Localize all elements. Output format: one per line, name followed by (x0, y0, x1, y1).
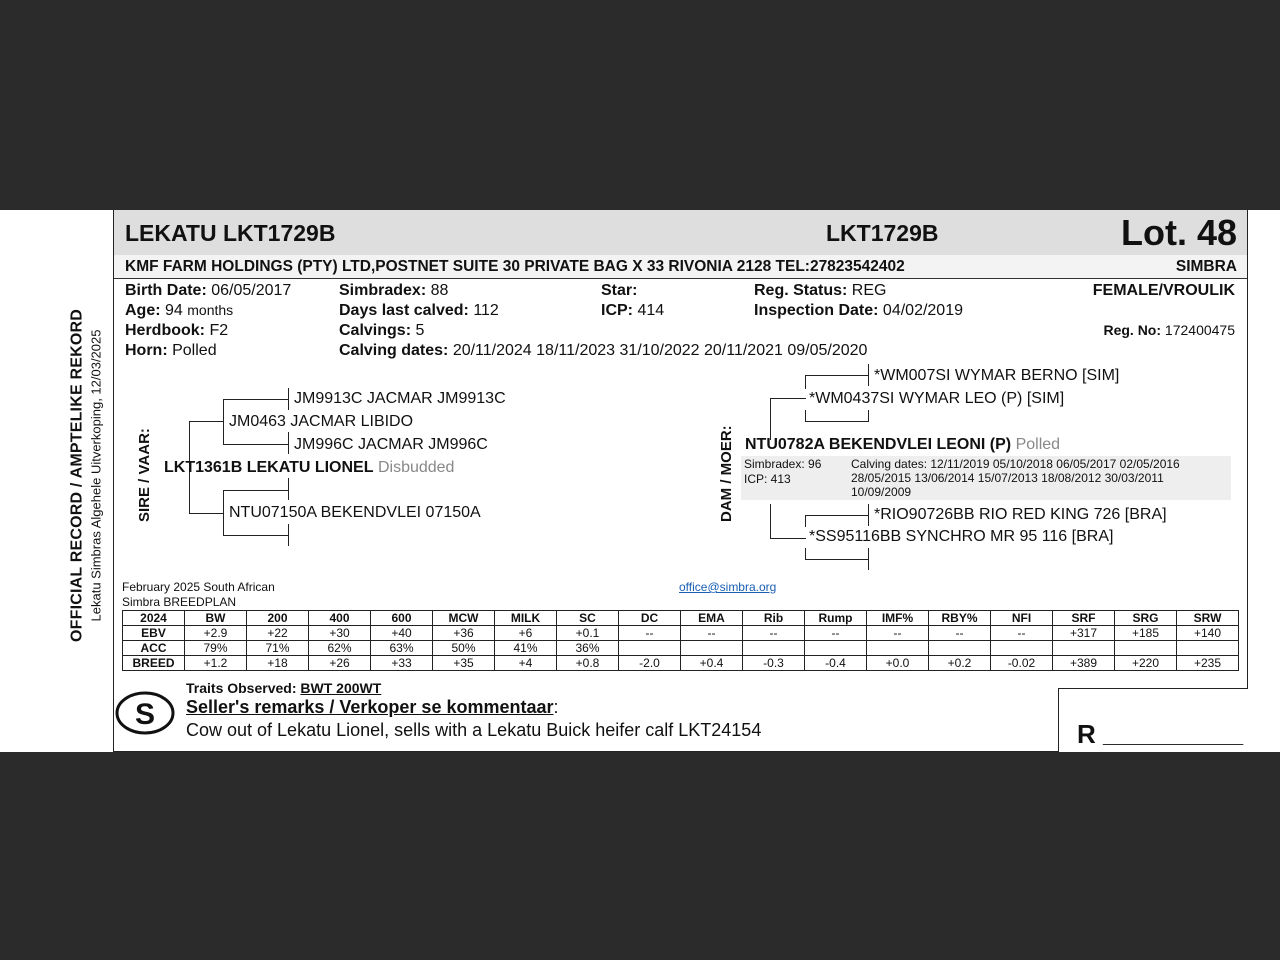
traits-observed: Traits Observed: BWT 200WT (186, 680, 382, 696)
herdbook: Herdbook: F2 (125, 322, 229, 339)
dam-sire-sire: *WM007SI WYMAR BERNO [SIM] (874, 367, 1120, 384)
ebv-cell: 36% (557, 641, 619, 656)
ebv-cell: +0.1 (557, 626, 619, 641)
owner-bar (114, 255, 1247, 279)
ebv-cell: +40 (371, 626, 433, 641)
reg-status: Reg. Status: REG (754, 282, 887, 299)
ebv-header-cell: IMF% (867, 611, 929, 626)
ebv-cell: +317 (1053, 626, 1115, 641)
ebv-header-cell: 400 (309, 611, 371, 626)
dam-simbradex: Simbradex: 96 (744, 457, 822, 471)
ebv-header-cell: EMA (681, 611, 743, 626)
ebv-cell: -2.0 (619, 656, 681, 671)
sire-sire: JM0463 JACMAR LIBIDO (229, 413, 414, 430)
ebv-header-cell: SRG (1115, 611, 1177, 626)
calving-dates: Calving dates: 20/11/2024 18/11/2023 31/10/2022 20/11/2021 09/05/2020 (339, 342, 868, 359)
simbra-logo-icon (114, 684, 180, 740)
ebv-table (122, 610, 1239, 671)
ebv-cell: 71% (247, 641, 309, 656)
email-link[interactable]: office@simbra.org (679, 580, 777, 594)
ebv-header-cell: MCW (433, 611, 495, 626)
ebv-cell (929, 641, 991, 656)
ebv-cell: +18 (247, 656, 309, 671)
ebv-cell (1053, 641, 1115, 656)
breed-name: SIMBRA (1175, 258, 1237, 275)
ebv-cell: +26 (309, 656, 371, 671)
ebv-row (123, 626, 1239, 641)
dam-calving-line1: Calving dates: 12/11/2019 05/10/2018 06/05/2017 02/05/2016 (851, 457, 1180, 471)
horn: Horn: Polled (125, 342, 217, 359)
sire-sire-sire: JM9913C JACMAR JM9913C (294, 390, 506, 407)
sire-sire-dam: JM996C JACMAR JM996C (294, 436, 488, 453)
ebv-cell: +33 (371, 656, 433, 671)
ebv-header-cell: RBY% (929, 611, 991, 626)
ebv-cell: 62% (309, 641, 371, 656)
ebv-cell: -0.02 (991, 656, 1053, 671)
price-field[interactable]: __________________ (1103, 729, 1244, 745)
dam-calving-line2: 28/05/2015 13/06/2014 15/07/2013 18/08/2012 30/03/2011 (851, 471, 1164, 485)
ebv-cell: -- (743, 626, 805, 641)
ebv-header-cell: 600 (371, 611, 433, 626)
ebv-header-cell: SC (557, 611, 619, 626)
birth-date: Birth Date: 06/05/2017 (125, 282, 292, 299)
ebv-cell: -- (681, 626, 743, 641)
ebv-row-label: BREED (123, 656, 185, 671)
ebv-cell: 79% (185, 641, 247, 656)
ebv-cell: +22 (247, 626, 309, 641)
inspection-date: Inspection Date: 04/02/2019 (754, 302, 963, 319)
sire-title: SIRE / VAAR: (136, 428, 153, 522)
ebv-header-cell: 2024 (123, 611, 185, 626)
ebv-cell: -- (619, 626, 681, 641)
official-record-title: OFFICIAL RECORD / AMPTELIKE REKORD (68, 308, 86, 643)
dam-sire: *WM0437SI WYMAR LEO (P) [SIM] (809, 390, 1065, 407)
currency-symbol: R (1077, 719, 1096, 749)
ebv-row (123, 641, 1239, 656)
ebv-cell: 63% (371, 641, 433, 656)
reg-no: Reg. No: 172400475 (1103, 322, 1235, 338)
ebv-cell: +4 (495, 656, 557, 671)
ebv-cell (1115, 641, 1177, 656)
age: Age: 94 months (125, 302, 234, 319)
dam-title: DAM / MOER: (718, 425, 735, 522)
ebv-cell: +389 (1053, 656, 1115, 671)
ebv-cell (991, 641, 1053, 656)
ebv-cell: +0.2 (929, 656, 991, 671)
card-header (114, 210, 1247, 256)
ebv-cell: +2.9 (185, 626, 247, 641)
lot-number: Lot. 48 (1120, 212, 1237, 253)
owner-details: KMF FARM HOLDINGS (PTY) LTD,POSTNET SUITE 30 PRIVATE BAG X 33 RIVONIA 2128 TEL:27823542402 (125, 258, 905, 275)
ebv-cell: +0.4 (681, 656, 743, 671)
ebv-header-cell: Rib (743, 611, 805, 626)
ebv-cell: 50% (433, 641, 495, 656)
side-caption (63, 210, 109, 752)
ebv-cell: -- (929, 626, 991, 641)
simbradex: Simbradex: 88 (339, 282, 449, 299)
sale-subtitle: Lekatu Simbras Algehele Uitverkoping, 12/03/2025 (88, 329, 104, 622)
icp: ICP: 414 (601, 302, 665, 319)
sex: FEMALE/VROULIK (1092, 282, 1235, 299)
dam-dam-sire: *RIO90726BB RIO RED KING 726 [BRA] (874, 506, 1167, 523)
dam-calving-line3: 10/09/2009 (851, 485, 912, 499)
ebv-header-cell: BW (185, 611, 247, 626)
ebv-cell: +220 (1115, 656, 1177, 671)
ebv-header-row (123, 611, 1239, 626)
ebv-header-cell: DC (619, 611, 681, 626)
ebv-cell: +0.8 (557, 656, 619, 671)
dam-icp: ICP: 413 (744, 472, 791, 486)
ebv-cell (619, 641, 681, 656)
ebv-cell (743, 641, 805, 656)
animal-code: LKT1729B (826, 220, 939, 246)
ebv-cell: +35 (433, 656, 495, 671)
ebv-cell: +30 (309, 626, 371, 641)
ebv-header-cell: NFI (991, 611, 1053, 626)
ebv-row-label: ACC (123, 641, 185, 656)
ebv-header-cell: MILK (495, 611, 557, 626)
record-page (0, 210, 1280, 752)
sire-name: LKT1361B LEKATU LIONEL Disbudded (164, 459, 455, 476)
star: Star: (601, 282, 638, 299)
animal-name: LEKATU LKT1729B (125, 220, 336, 246)
ebv-cell: +0.0 (867, 656, 929, 671)
ebv-cell: 41% (495, 641, 557, 656)
ebv-cell (805, 641, 867, 656)
ebv-cell: -- (991, 626, 1053, 641)
ebv-cell: -- (867, 626, 929, 641)
ebv-cell (867, 641, 929, 656)
ebv-cell: +6 (495, 626, 557, 641)
ebv-cell: +36 (433, 626, 495, 641)
ebv-cell (1177, 641, 1239, 656)
ebv-cell: -- (805, 626, 867, 641)
ebv-header-cell: SRF (1053, 611, 1115, 626)
ebv-header-cell: SRW (1177, 611, 1239, 626)
ebv-row-label: EBV (123, 626, 185, 641)
price-box (1058, 688, 1248, 752)
ebv-cell: +235 (1177, 656, 1239, 671)
ebv-header-cell: 200 (247, 611, 309, 626)
dam-name: NTU0782A BEKENDVLEI LEONI (P) Polled (745, 436, 1061, 453)
ebv-cell: +140 (1177, 626, 1239, 641)
dam-info-box (741, 456, 1231, 500)
ebv-cell (681, 641, 743, 656)
sire-dam: NTU07150A BEKENDVLEI 07150A (229, 504, 481, 521)
ebv-cell: -0.3 (743, 656, 805, 671)
remarks-text: Cow out of Lekatu Lionel, sells with a Lekatu Buick heifer calf LKT24154 (186, 720, 762, 740)
lot-card (113, 210, 1248, 752)
ebv-cell: +1.2 (185, 656, 247, 671)
days-last-calved: Days last calved: 112 (339, 302, 499, 319)
remarks-title: Seller's remarks / Verkoper se kommentaar: (186, 697, 559, 717)
calvings: Calvings: 5 (339, 322, 425, 339)
ebv-row (123, 656, 1239, 671)
dam-dam-dam: *SS95116BB SYNCHRO MR 95 116 [BRA] (809, 528, 1114, 545)
svg-text:S: S (134, 698, 156, 731)
ebv-header-cell: Rump (805, 611, 867, 626)
ebv-cell: +185 (1115, 626, 1177, 641)
breedplan-caption: February 2025 South African Simbra BREEDPLAN (122, 580, 275, 609)
ebv-cell: -0.4 (805, 656, 867, 671)
